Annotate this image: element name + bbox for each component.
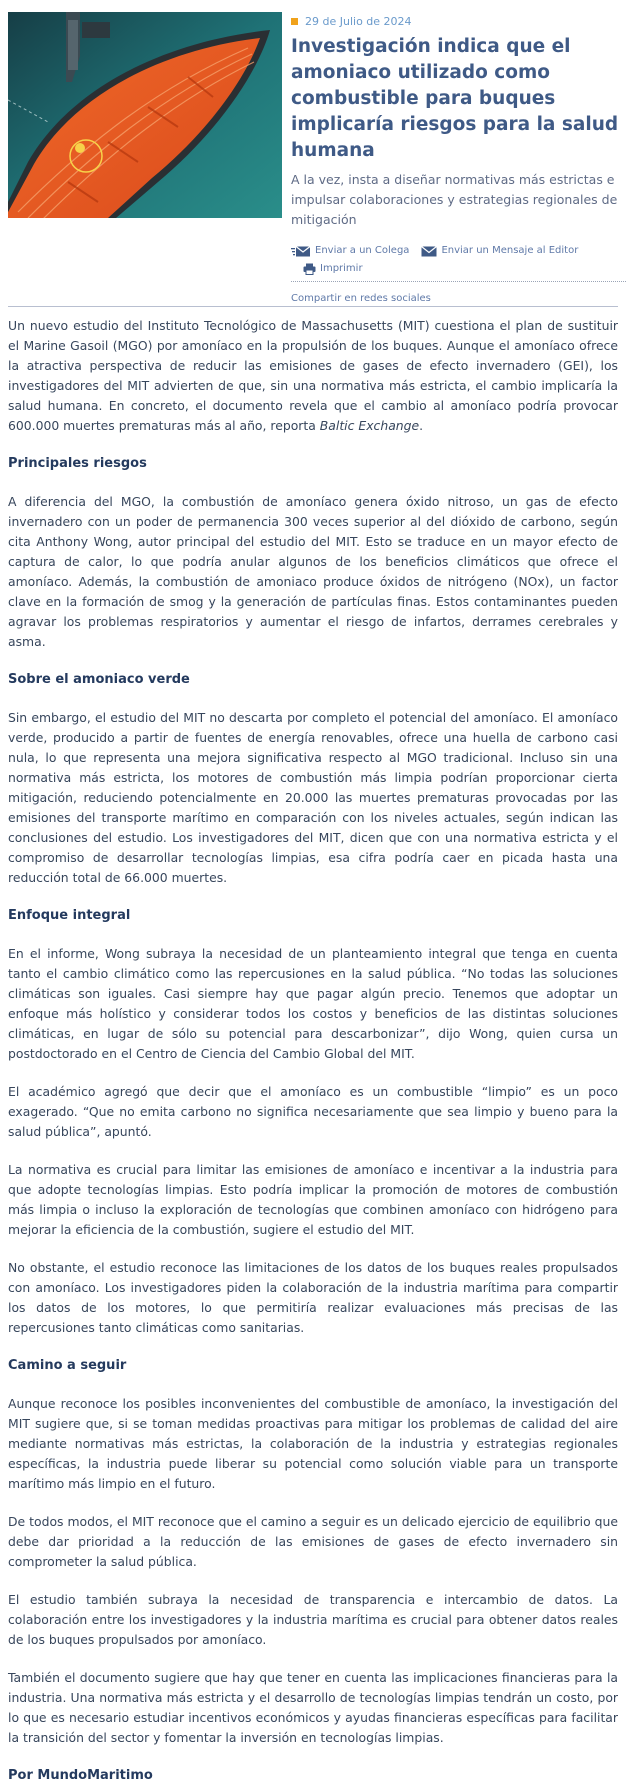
section-heading-camino-a-seguir: Camino a seguir	[8, 1358, 127, 1373]
intro-end: .	[419, 418, 424, 433]
article-actions	[291, 242, 626, 308]
hero-image-tanker-ship	[8, 12, 282, 218]
article-header	[8, 12, 618, 302]
paragraph-1: A diferencia del MGO, la combustión de amoníaco genera óxido nitroso, un gas de efecto invernadero con un poder de permanencia 300 veces superior al del dióxido de carbono, según cita Anthony Wong, autor principal del estudio del MIT. Esto se traduce en un mayor efecto de captura de calor, lo que podría anular algunos de los beneficios climáticos que ofrece el amoníaco. Además, la combustión de amoniaco produce óxidos de nitrógeno (NOx), un factor clave en la formación de smog y la generación de partículas finas. Estos contaminantes pueden agravar los problemas respiratorios y aumentar el riesgo de infartos, derrames cerebrales y asma.	[8, 494, 618, 649]
paragraph-2: Sin embargo, el estudio del MIT no descarta por completo el potencial del amoníaco. El amoníaco verde, producido a partir de fuentes de energía renovables, ofrece una huella de carbono casi nula, lo que representa una mejora significativa respecto al MGO tradicional. Incluso sin una normativa más estricta, los motores de combustión más limpia podrían proporcionar cierta mitigación, reduciendo potencialmente en 20.000 las muertes prematuras provocadas por las emisiones del transporte marítimo en comparación con los niveles actuales, según indican las conclusiones del estudio. Los investigadores del MIT, dicen que con una normativa estricta y el compromiso de desarrollar tecnologías limpias, esa cifra podría caer en picada hasta una reducción total de 66.000 muertes.	[8, 710, 618, 885]
paragraph-4: El académico agregó que decir que el amoníaco es un combustible “limpio” es un poco exagerado. “Que no emita carbono no significa necesariamente que sea limpio y bueno para la salud pública”, apuntó.	[8, 1084, 618, 1139]
section-heading-amoniaco-verde: Sobre el amoniaco verde	[8, 672, 190, 687]
section-heading-enfoque-integral: Enfoque integral	[8, 908, 131, 923]
date-bullet-icon	[291, 18, 298, 25]
article-body	[8, 316, 618, 1786]
share-social-link[interactable]: Compartir en redes sociales	[291, 293, 431, 304]
paragraph-9: El estudio también subraya la necesidad de transparencia e intercambio de datos. La colaboración entre los investigadores y la industria marítima es crucial para obtener datos reales de los buques propulsados por amoníaco.	[8, 1592, 618, 1647]
email-editor-icon	[421, 246, 437, 257]
printer-icon	[303, 263, 316, 275]
paragraph-3: En el informe, Wong subraya la necesidad de un planteamiento integral que tenga en cuenta tanto el cambio climático como las repercusiones en la salud pública. “No todas las soluciones climáticas son iguales. Casi siempre hay que pagar algún precio. Tenemos que adoptar un enfoque más holístico y considerar todos los costos y beneficios de las distintas soluciones climáticas, en lugar de sólo su potencial para descarbonizar”, dijo Wong, quien cursa un postdoctorado en el Centro de Ciencia del Cambio Global del MIT.	[8, 946, 618, 1061]
ship-aerial-illustration	[8, 12, 282, 218]
email-colleague-icon	[291, 246, 311, 257]
intro-text: Un nuevo estudio del Instituto Tecnológico de Massachusetts (MIT) cuestiona el plan de sustituir el Marine Gasoil (MGO) por amoníaco en la propulsión de los buques. Aunque el amoníaco ofrece la atractiva perspectiva de reducir las emisiones de gases de efecto invernadero (GEI), los investigadores del MIT advierten de que, sin una normativa más estricta, el cambio implicaría la salud humana. En concreto, el documento revela que el cambio al amoníaco podría provocar 600.000 muertes prematuras más al año, reporta	[8, 318, 618, 433]
article-signature: Por MundoMaritimo	[8, 1768, 153, 1783]
send-to-editor-link[interactable]	[421, 242, 578, 260]
send-to-editor-label: Enviar un Mensaje al Editor	[441, 245, 579, 256]
article-subtitle: A la vez, insta a diseñar normativas más estrictas e impulsar colaboraciones y estrategias regionales de mitigación	[291, 172, 618, 227]
intro-paragraph	[8, 316, 618, 436]
paragraph-7: Aunque reconoce los posibles inconvenientes del combustible de amoníaco, la investigación del MIT sugiere que, si se toman medidas proactivas para mitigar los problemas de calidad del aire mediante normativas más estrictas, la colaboración de la industria y estrategias regionales específicas, la industria puede liberar su potencial como solución viable para un transporte marítimo más limpio en el futuro.	[8, 1396, 618, 1491]
article-title: Investigación indica que el amoniaco utilizado como combustible para buques implicaría riesgos para la salud humana	[291, 36, 619, 161]
print-label: Imprimir	[320, 263, 363, 274]
header-separator	[8, 306, 618, 307]
paragraph-6: No obstante, el estudio reconoce las limitaciones de los datos de los buques reales propulsados con amoníaco. Los investigadores piden la colaboración de la industria marítima para compartir los datos de los motores, lo que permitiría realizar evaluaciones más precisas de las repercusiones tanto climáticas como sanitarias.	[8, 1260, 618, 1335]
send-to-colleague-link[interactable]	[291, 242, 409, 260]
send-to-colleague-label: Enviar a un Colega	[315, 245, 410, 256]
paragraph-8: De todos modos, el MIT reconoce que el camino a seguir es un delicado ejercicio de equilibrio que debe dar prioridad a la reducción de las emisiones de gases de efecto invernadero sin comprometer la salud pública.	[8, 1514, 618, 1569]
date-row	[291, 12, 626, 30]
article-meta	[291, 12, 626, 308]
paragraph-10: También el documento sugiere que hay que tener en cuenta las implicaciones financieras para la industria. Una normativa más estricta y el desarrollo de tecnologías limpias tendrán un costo, por lo que es necesario estudiar incentivos económicos y ayudas financieras específicas para facilitar la transición del sector y fomentar la inversión en tecnologías limpias.	[8, 1670, 618, 1745]
publish-date: 29 de Julio de 2024	[305, 14, 412, 28]
intro-source: Baltic Exchange	[319, 418, 420, 433]
paragraph-5: La normativa es crucial para limitar las emisiones de amoníaco e incentivar a la industria para que adopte tecnologías limpias. Esto podría implicar la promoción de motores de combustión más limpia o incluso la exploración de tecnologías que combinen amoníaco con hidrógeno para mejorar la eficiencia de la combustión, sugiere el estudio del MIT.	[8, 1162, 618, 1237]
dotted-divider	[291, 281, 626, 282]
section-heading-principales-riesgos: Principales riesgos	[8, 456, 147, 471]
print-link[interactable]	[303, 260, 363, 278]
